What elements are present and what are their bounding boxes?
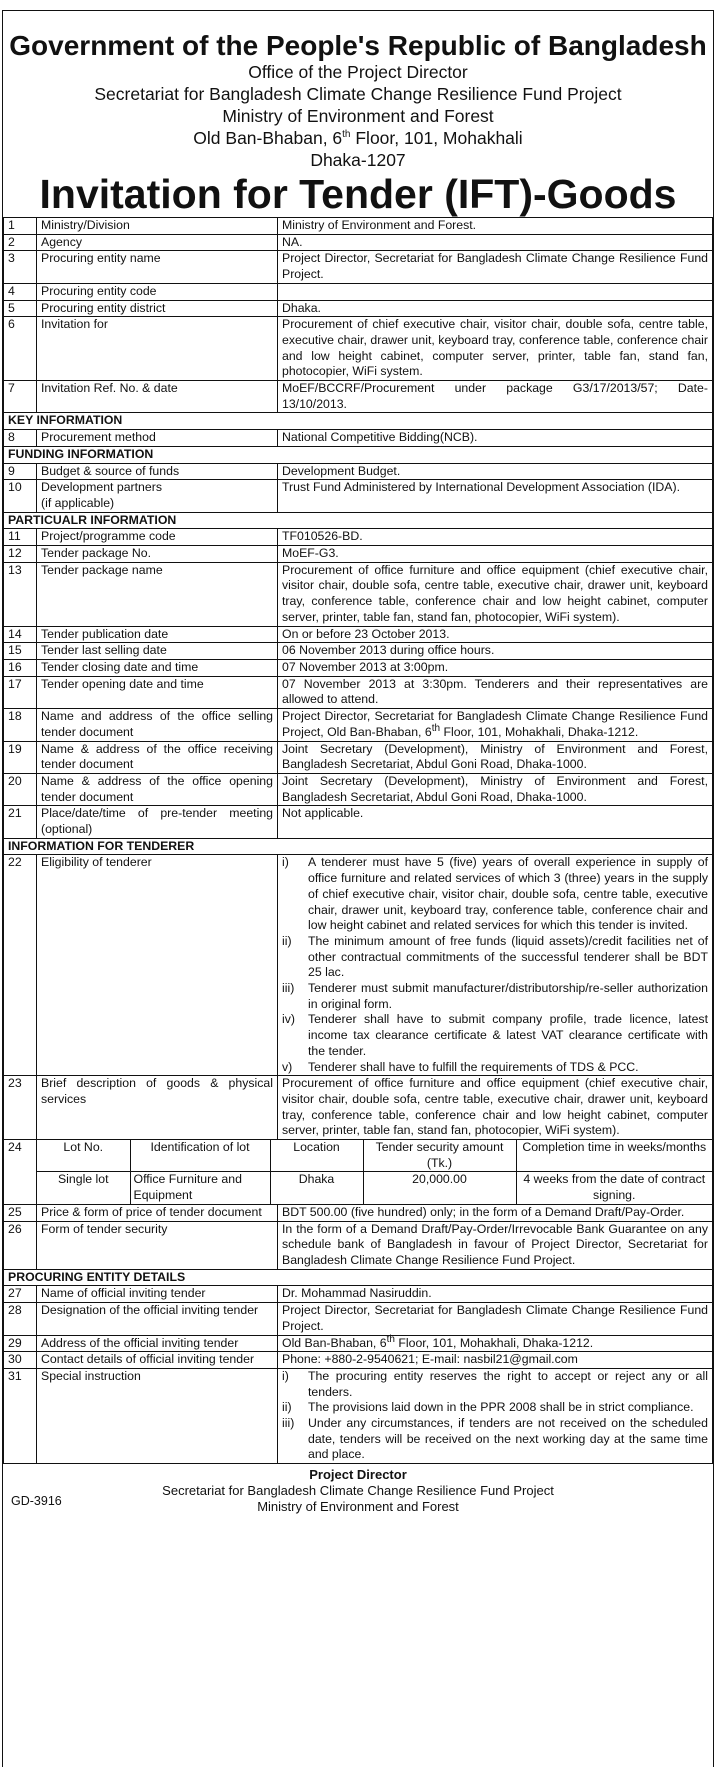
table-row: 24 Lot No. Identification of lot Location Tender security amount (Tk.) Completion time in weeks/months Single lot Office Furniture and Equipment Dhaka 20,000.00 4 weeks from the date of contract signing. [4,1140,713,1205]
table-row: 26 Form of tender security In the form of a Demand Draft/Pay-Order/Irrevocable Bank Guarantee on any schedule bank of Bangladesh in favour of Project Director, Secretariat for Bangladesh Climate Change Resilience Fund Project. [4,1221,713,1269]
list-item: i) The procuring entity reserves the right to accept or reject any or all tenders. [282,1368,708,1399]
section-header: FUNDING INFORMATION [4,446,713,463]
lot-row: Single lot Office Furniture and Equipment Dhaka 20,000.00 4 weeks from the date of contract signing. [37,1172,712,1204]
table-row: 13 Tender package name Procurement of office furniture and office equipment (chief executive chair, visitor chair, double sofa, centre table, executive chair, drawer unit, keyboard tray, conference table, conference chair and low height cabinet, computer server, printer, table fan, stand fan, photocopier, WiFi system). [4,562,713,626]
table-row: 23 Brief description of goods & physical services Procurement of office furniture and office equipment (chief executive chair, visitor chair, double sofa, centre table, executive chair, drawer unit, keyboard tray, conference table, conference chair and low height cabinet, computer server, printer, table fan, stand fan, photocopier, WiFi system). [4,1076,713,1140]
table-row: 15 Tender last selling date 06 November 2013 during office hours. [4,643,713,660]
tender-notice [2,10,714,1767]
table-row: 4 Procuring entity code [4,283,713,300]
section-header: INFORMATION FOR TENDERER [4,838,713,855]
table-row: 21 Place/date/time of pre-tender meeting (optional) Not applicable. [4,806,713,838]
table-row: 29 Address of the official inviting tender Old Ban-Bhaban, 6th Floor, 101, Mohakhali, Dhaka-1212. [4,1335,713,1352]
table-row: 2 Agency NA. [4,234,713,251]
special-instruction-list [278,1368,713,1463]
section-header: PARTICUALR INFORMATION [4,512,713,529]
list-item: iii) Under any circumstances, if tenders are not received on the scheduled date, tenders will be received on the next working day at the same time and place. [282,1416,708,1462]
list-item: ii) The minimum amount of free funds (liquid assets)/credit facilities net of other contractual commitments of the successful tenderer shall be BDT 25 lac. [282,933,708,980]
eligibility-list [278,855,713,1076]
address-line: Old Ban-Bhaban, 6th Floor, 101, Mohakhali [193,128,523,148]
table-row: 28 Designation of the official inviting tender Project Director, Secretariat for Bangladesh Climate Change Resilience Fund Project. [4,1303,713,1335]
table-row: 10 Development partners (if applicable) Trust Fund Administered by International Development Association (IDA). [4,480,713,512]
table-row: 25 Price & form of price of tender document BDT 500.00 (five hundred) only; in the form of a Demand Draft/Pay-Order. [4,1204,713,1221]
table-row: 1 Ministry/Division Ministry of Environment and Forest. [4,218,713,235]
table-row: 9 Budget & source of funds Development Budget. [4,463,713,480]
notice-header [3,31,713,217]
office-line: Office of the Project Director [248,62,468,82]
signature-block [3,1467,713,1515]
table-row: 19 Name & address of the office receiving tender document Joint Secretary (Development), Ministry of Environment and Forest, Bangladesh Secretariat, Abdul Goni Road, Dhaka-1000. [4,741,713,773]
table-row: 17 Tender opening date and time 07 November 2013 at 3:30pm. Tenderers and their representatives are allowed to attend. [4,676,713,708]
table-row: 11 Project/programme code TF010526-BD. [4,529,713,546]
list-item: i) A tenderer must have 5 (five) years of overall experience in supply of office furniture and related services of which 3 (three) years in the supply of chief executive chair, visitor chair, double sofa, centre table, executive chair, drawer unit, keyboard tray, conference table, conference chair and low height cabinet and related services for which this tender is invited. [282,855,708,933]
table-row: 3 Procuring entity name Project Director, Secretariat for Bangladesh Climate Change Resilience Fund Project. [4,251,713,283]
section-header: PROCURING ENTITY DETAILS [4,1269,713,1286]
table-row: 16 Tender closing date and time 07 November 2013 at 3:00pm. [4,659,713,676]
notice-title: Invitation for Tender (IFT)-Goods [39,171,677,217]
tender-details-table [3,217,713,1464]
government-heading: Government of the People's Republic of Bangladesh [9,30,707,61]
gd-code: GD-3916 [11,1494,62,1509]
signatory-secretariat: Secretariat for Bangladesh Climate Change Resilience Fund Project [162,1483,554,1499]
table-row: 18 Name and address of the office selling tender document Project Director, Secretariat for Bangladesh Climate Change Resilience Fund Project, Old Ban-Bhaban, 6th Floor, 101, Mohakhali, Dhaka-1212. [4,709,713,741]
table-row: 30 Contact details of official inviting tender Phone: +880-2-9540621; E-mail: nasbil21@gmail.com [4,1352,713,1369]
table-row: 22 Eligibility of tenderer i) A tenderer must have 5 (five) years of overall experience in supply of office furniture and related services of which 3 (three) years in the supply of chief executive chair, visitor chair, double sofa, centre table, executive chair, drawer unit, keyboard tray, conference table, conference chair and low height cabinet and related services for which this tender is invited. ii) The minimum amount of free funds (liquid assets)/credit facilities net of other contractual commitments of the successful tenderer shall be BDT 25 lac. iii) Tenderer must submit manufacturer/distributorship/re-seller authorization in original form. iv) Tenderer shall have to submit company profile, trade licence, latest income tax clearance certificate & latest VAT clearance certificate with the tender. v) Tenderer shall have to fulfill the requirements of TDS & PCC. [4,855,713,1076]
table-row: 14 Tender publication date On or before 23 October 2013. [4,626,713,643]
ministry-line: Ministry of Environment and Forest [222,106,494,126]
signatory-title: Project Director [309,1467,407,1483]
table-row: 5 Procuring entity district Dhaka. [4,300,713,317]
list-item: v) Tenderer shall have to fulfill the requirements of TDS & PCC. [282,1059,639,1074]
table-row: 12 Tender package No. MoEF-G3. [4,546,713,563]
table-row: 20 Name & address of the office opening tender document Joint Secretary (Development), Ministry of Environment and Forest, Bangladesh Secretariat, Abdul Goni Road, Dhaka-1000. [4,773,713,805]
signatory-ministry: Ministry of Environment and Forest [257,1499,459,1515]
table-row: 7 Invitation Ref. No. & date MoEF/BCCRF/Procurement under package G3/17/2013/57; Date- 13/10/2013. [4,381,713,413]
list-item: iv) Tenderer shall have to submit company profile, trade licence, latest income tax clearance certificate & latest VAT clearance certificate with the tender. [282,1012,708,1058]
lot-table [37,1140,712,1204]
list-item: ii) The provisions laid down in the PPR 2008 shall be in strict compliance. [282,1400,694,1415]
list-item: iii) Tenderer must submit manufacturer/distributorship/re-seller authorization in original form. [282,981,708,1011]
table-row: 31 Special instruction i) The procuring entity reserves the right to accept or reject any or all tenders. ii) The provisions laid down in the PPR 2008 shall be in strict compliance. iii) Under any circumstances, if tenders are not received on the scheduled date, tenders will be received on the next working day at the same time and place. [4,1368,713,1463]
city-line: Dhaka-1207 [310,150,406,170]
secretariat-line: Secretariat for Bangladesh Climate Change Resilience Fund Project [94,84,622,104]
lot-header-row: Lot No. Identification of lot Location Tender security amount (Tk.) Completion time in weeks/months [37,1140,712,1172]
table-row: 27 Name of official inviting tender Dr. Mohammad Nasiruddin. [4,1286,713,1303]
table-row: 8 Procurement method National Competitive Bidding(NCB). [4,430,713,447]
section-header: KEY INFORMATION [4,413,713,430]
table-row: 6 Invitation for Procurement of chief executive chair, visitor chair, double sofa, centre table, executive chair, drawer unit, keyboard tray, conference table, conference chair and low height cabinet, computer server, printer, table fan, stand fan, photocopier, WiFi system. [4,317,713,381]
